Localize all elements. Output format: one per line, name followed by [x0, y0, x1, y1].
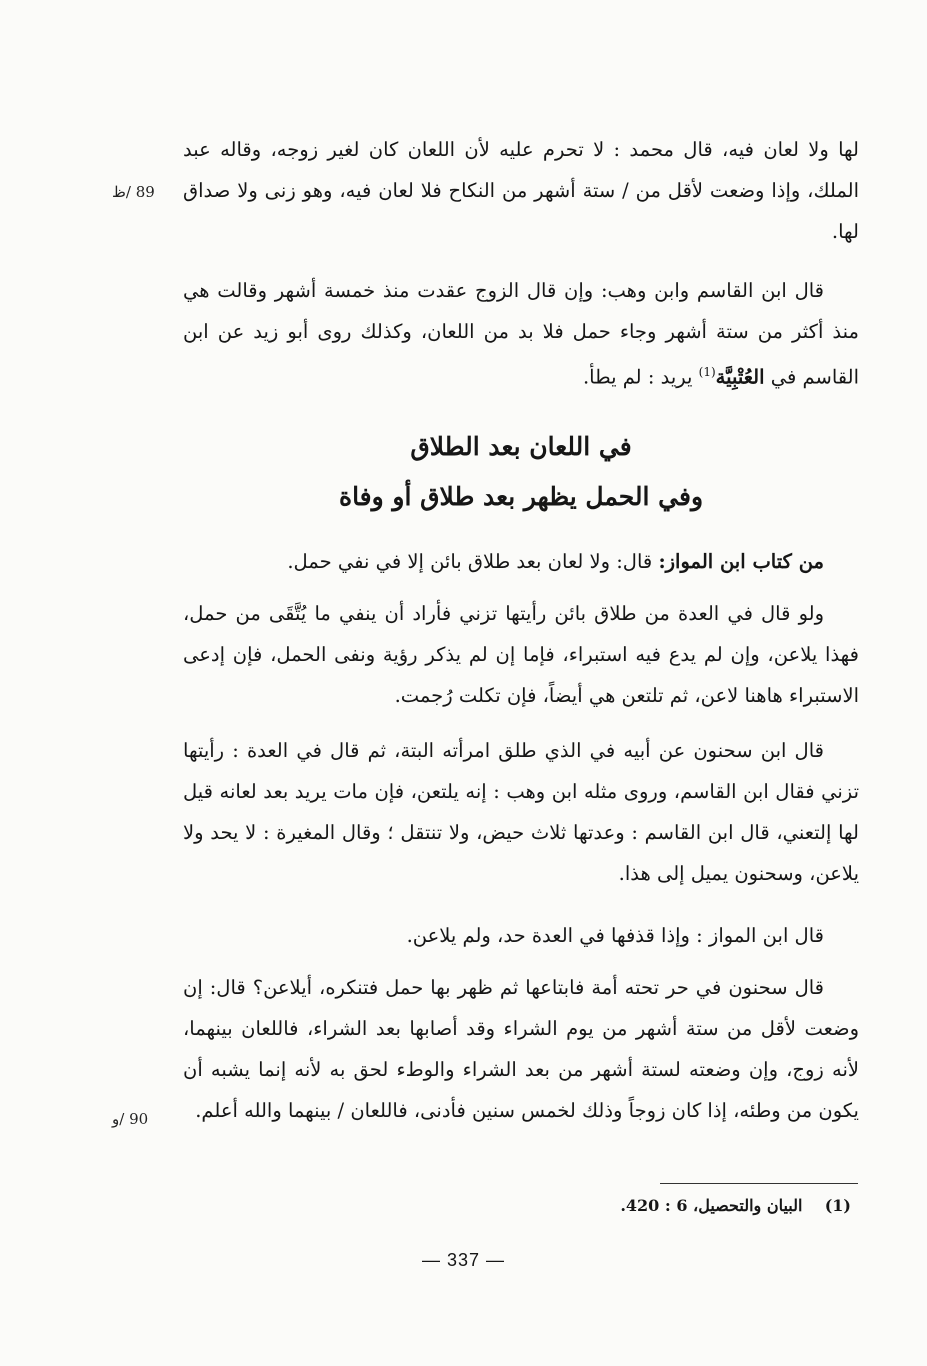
paragraph-1-text: لها ولا لعان فيه، قال محمد : لا تحرم عليه لأن اللعان كان لغير زوجه، وقاله عبد الملك، وإذا وضعت لأقل من / ستة أشهر من النكاح فلا لعان فيه، وهو زنى ولا صداق لها.: [183, 138, 859, 243]
book-title-utbiyya: العُتْبِيَّة: [715, 365, 765, 389]
paragraph-2-before-book: قال ابن القاسم وابن وهب: وإن قال الزوج عقدت منذ خمسة أشهر وقالت هي منذ أكثر من ستة أشهر وجاء حمل فلا بد من اللعان، وكذلك روى أبو زيد عن ابن القاسم في: [183, 279, 859, 389]
source-book-name: من كتاب ابن المواز:: [658, 550, 824, 573]
footnote: [183, 1193, 851, 1219]
section-heading-line-2: وفي الحمل يظهر بعد طلاق أو وفاة: [338, 482, 704, 511]
paragraph-2-after: يريد : لم يطأ.: [582, 365, 693, 389]
margin-folio-note-2: 90 /و: [112, 1110, 149, 1128]
page-number: — 337 —: [421, 1250, 506, 1270]
paragraph-2: [183, 270, 859, 398]
paragraph-1: [183, 129, 859, 252]
paragraph-7-text: قال سحنون في حر تحته أمة فابتاعها ثم ظهر بها حمل فتنكره، أيلاعن؟ قال: إن وضعت لأقل من ستة أشهر من يوم الشراء وقد أصابها بعد الشراء، فاللعان بينهما، لأنه زوج، وإن وضعته لستة أشهر من بعد الشراء والوطء لحق به لأنه إنما يشبه أن يكون من وطئه، إذا كان زوجاً وذلك لخمس سنين فأدنى، فاللعان / بينهما والله أعلم.: [183, 976, 859, 1122]
paragraph-4: [183, 593, 859, 716]
footnote-reference: (1): [698, 365, 716, 379]
footnote-marker: (1): [824, 1196, 851, 1215]
paragraph-6-text: قال ابن المواز : وإذا قذفها في العدة حد، ولم يلاعن.: [406, 924, 824, 947]
section-heading: [183, 422, 859, 522]
footnote-text: البيان والتحصيل، 6 : 420.: [620, 1196, 803, 1215]
paragraph-4-text: ولو قال في العدة من طلاق بائن رأيتها تزني فأراد أن ينفي ما يُتَّقَى من حمل، فهذا يلاعن، وإن لم يدع فيه استبراء، فإما إن لم يذكر رؤية ونفى الحمل، فإن إدعى الاستبراء هاهنا لاعن، ثم تلتعن هي أيضاً، فإن تكلت رُجمت.: [183, 602, 859, 707]
paragraph-6: [183, 915, 859, 956]
footnote-divider: [660, 1183, 858, 1184]
paragraph-2-text: [183, 270, 859, 398]
paragraph-3: [183, 541, 859, 582]
paragraph-3-text: [183, 541, 859, 582]
paragraph-7: [183, 967, 859, 1131]
margin-folio-note-1: 89 /ظ: [112, 183, 155, 201]
paragraph-5-text: قال ابن سحنون عن أبيه في الذي طلق امرأته البتة، ثم قال في العدة : رأيتها تزني فقال ابن القاسم، وروى مثله ابن وهب : إنه يلتعن، فإن مات يريد بعد لعانه قيل لها إلتعني، قال ابن القاسم : وعدتها ثلاث حيض، ولا تنتقل ؛ وقال المغيرة : لا يحد ولا يلاعن، وسحنون يميل إلى هذا.: [183, 739, 859, 885]
section-heading-line-1: في اللعان بعد الطلاق: [410, 432, 632, 461]
paragraph-3-rest: قال: ولا لعان بعد طلاق بائن إلا في نفي حمل.: [287, 550, 653, 573]
paragraph-5: [183, 730, 859, 894]
